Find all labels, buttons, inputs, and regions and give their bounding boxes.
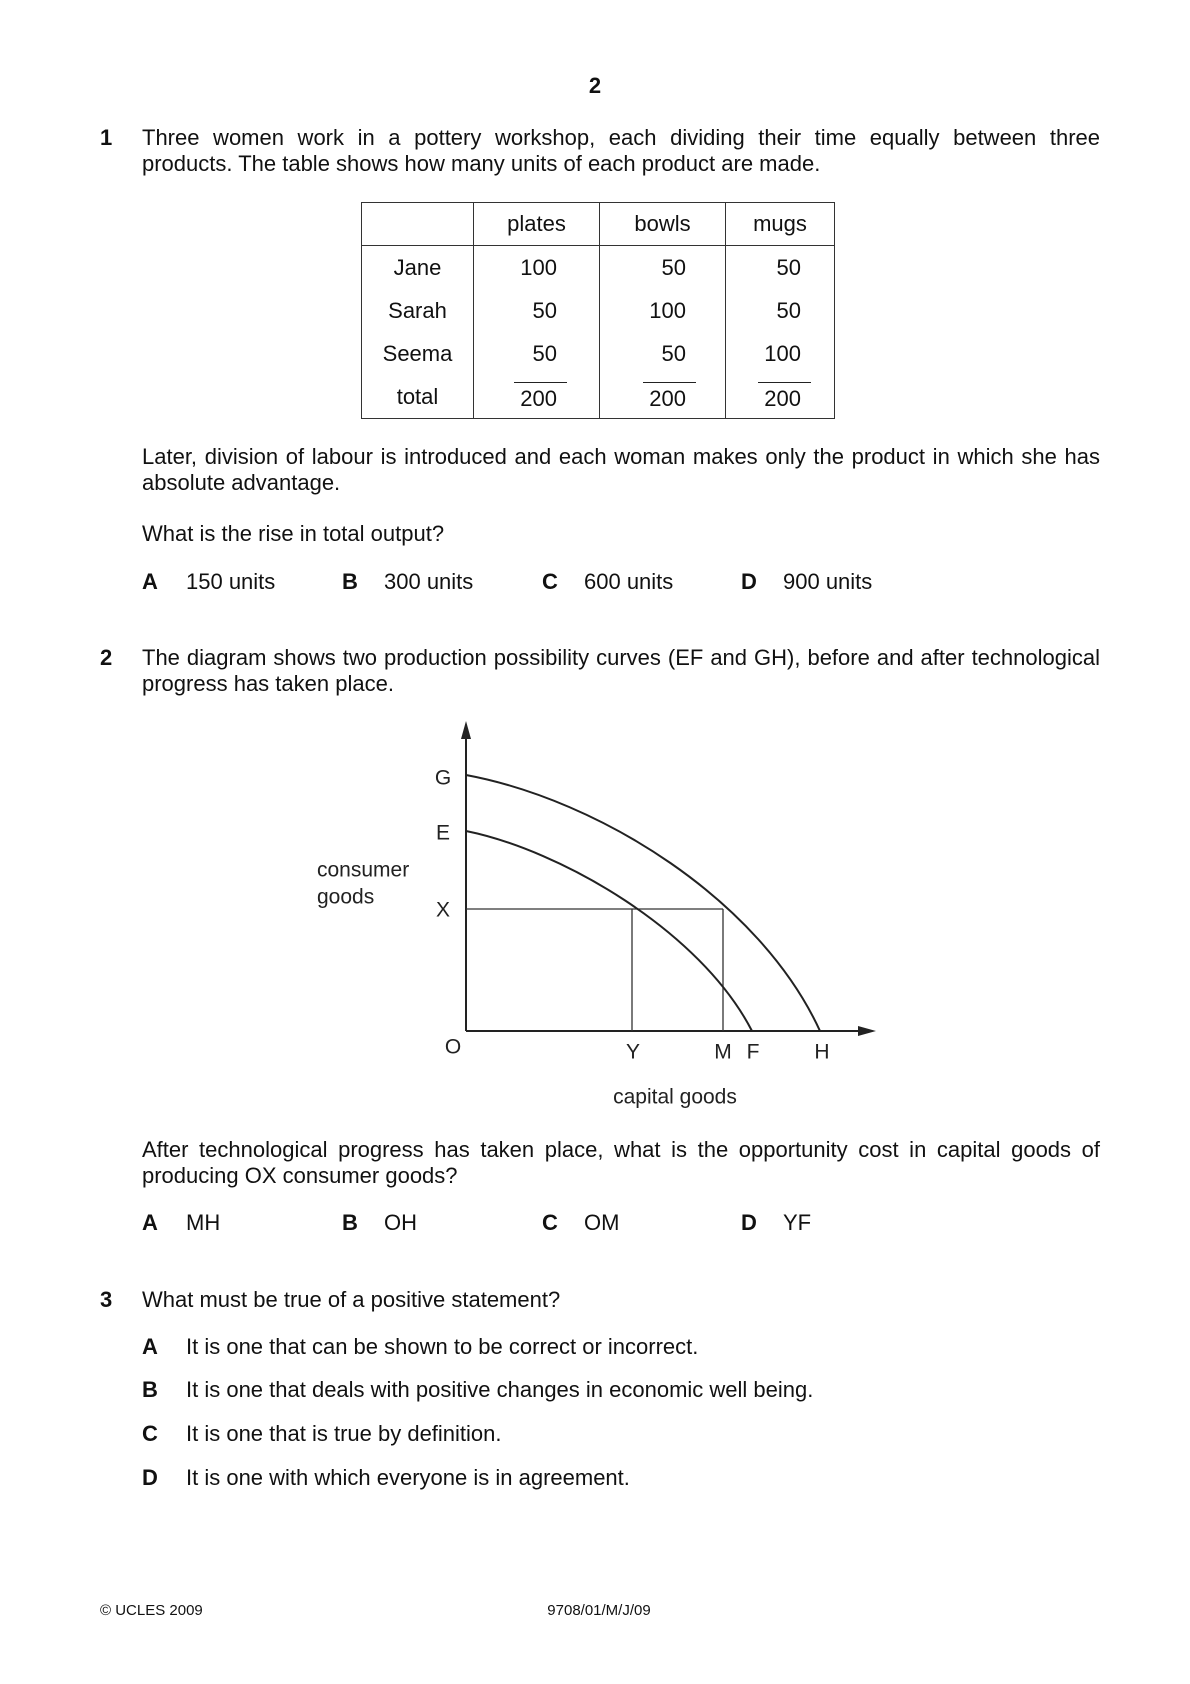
q3-option-c-text: It is one that is true by definition. (186, 1421, 502, 1446)
q3-option-d-text: It is one with which everyone is in agreement. (186, 1465, 630, 1490)
row-name: Seema (382, 340, 453, 366)
q1-option-a-text: 150 units (186, 569, 276, 594)
table-header-mugs: mugs (726, 203, 835, 246)
x-axis-label: capital goods (613, 1085, 737, 1109)
y-axis-label-line-1: consumer (317, 858, 410, 882)
question-1-number: 1 (100, 125, 113, 150)
cell-mugs: 50 (726, 289, 835, 332)
q3-option-b-text: It is one that deals with positive changes in economic well being. (186, 1377, 814, 1402)
label-m: M (714, 1040, 732, 1064)
q1-option-a-letter: A (142, 569, 158, 594)
question-1-stem-line-2: products. The table shows how many units of each product are made. (142, 151, 821, 176)
footer-paper-code: 9708/01/M/J/09 (547, 1602, 651, 1619)
table-header-plates: plates (474, 203, 600, 246)
cell-plates: 100 (474, 246, 600, 290)
q2-option-c-letter: C (542, 1210, 558, 1235)
label-x: X (435, 898, 451, 922)
cell-bowls: 50 (600, 332, 726, 375)
q2-option-a-letter: A (142, 1210, 158, 1235)
question-2-number: 2 (100, 645, 113, 670)
total-mugs: 200 (758, 382, 811, 410)
production-possibility-diagram (280, 700, 900, 1120)
curve-gh (466, 775, 820, 1031)
y-axis-label-line-2: goods (317, 885, 375, 909)
x-axis-arrowhead (858, 1026, 876, 1036)
q1-option-b-text: 300 units (384, 569, 474, 594)
label-o: O (444, 1035, 462, 1059)
question-3-number: 3 (100, 1287, 113, 1312)
q3-option-d-letter: D (142, 1465, 158, 1490)
curve-ef (466, 831, 752, 1031)
label-y: Y (625, 1040, 641, 1064)
q1-option-d-text: 900 units (783, 569, 873, 594)
q2-option-d-text: YF (783, 1210, 812, 1235)
q2-option-a-text: MH (186, 1210, 221, 1235)
label-f: F (746, 1040, 760, 1064)
question-2-prompt-line-2: producing OX consumer goods? (142, 1163, 458, 1188)
y-axis-arrowhead (461, 721, 471, 739)
total-bowls-cell (600, 375, 726, 419)
q1-option-c-letter: C (542, 569, 558, 594)
total-bowls: 200 (643, 382, 696, 410)
q3-option-b-letter: B (142, 1377, 158, 1402)
row-name: Sarah (388, 297, 447, 323)
cell-bowls: 100 (600, 289, 726, 332)
table-row (362, 332, 835, 375)
total-label: total (396, 383, 439, 409)
question-1-stem-line-1: Three women work in a pottery workshop, each dividing their time equally between three (142, 125, 1100, 150)
q1-option-d-letter: D (741, 569, 757, 594)
table-row (362, 246, 835, 290)
table-row (362, 289, 835, 332)
question-1-prompt: What is the rise in total output? (142, 521, 445, 546)
table-header-blank (362, 203, 474, 246)
q2-option-c-text: OM (584, 1210, 620, 1235)
question-2-stem-line-2: progress has taken place. (142, 671, 394, 696)
footer-copyright: © UCLES 2009 (100, 1602, 203, 1619)
production-table (361, 202, 835, 419)
question-2-prompt-line-1: After technological progress has taken place, what is the opportunity cost in capital goods of (142, 1137, 1100, 1162)
cell-plates: 50 (474, 332, 600, 375)
total-plates: 200 (514, 382, 567, 410)
cell-plates: 50 (474, 289, 600, 332)
cell-mugs: 100 (726, 332, 835, 375)
page-number: 2 (588, 73, 602, 98)
q2-option-b-letter: B (342, 1210, 358, 1235)
total-plates-cell (474, 375, 600, 419)
q2-option-b-text: OH (384, 1210, 417, 1235)
q2-option-d-letter: D (741, 1210, 757, 1235)
question-1-followup-line-2: absolute advantage. (142, 470, 341, 495)
table-header-row (362, 203, 835, 246)
table-header-bowls: bowls (600, 203, 726, 246)
q3-option-c-letter: C (142, 1421, 158, 1446)
q1-option-b-letter: B (342, 569, 358, 594)
total-mugs-cell (726, 375, 835, 419)
q3-option-a-text: It is one that can be shown to be correct or incorrect. (186, 1334, 699, 1359)
q1-option-c-text: 600 units (584, 569, 674, 594)
label-g: G (434, 766, 452, 790)
question-1-followup-line-1: Later, division of labour is introduced and each woman makes only the product in which she has (142, 444, 1100, 469)
table-total-row (362, 375, 835, 419)
question-2-stem-line-1: The diagram shows two production possibility curves (EF and GH), before and after technological (142, 645, 1100, 670)
label-h: H (814, 1040, 830, 1064)
label-e: E (435, 821, 451, 845)
q3-option-a-letter: A (142, 1334, 158, 1359)
question-3-prompt: What must be true of a positive statement? (142, 1287, 561, 1312)
row-name: Jane (393, 254, 442, 280)
cell-bowls: 50 (600, 246, 726, 290)
cell-mugs: 50 (726, 246, 835, 290)
